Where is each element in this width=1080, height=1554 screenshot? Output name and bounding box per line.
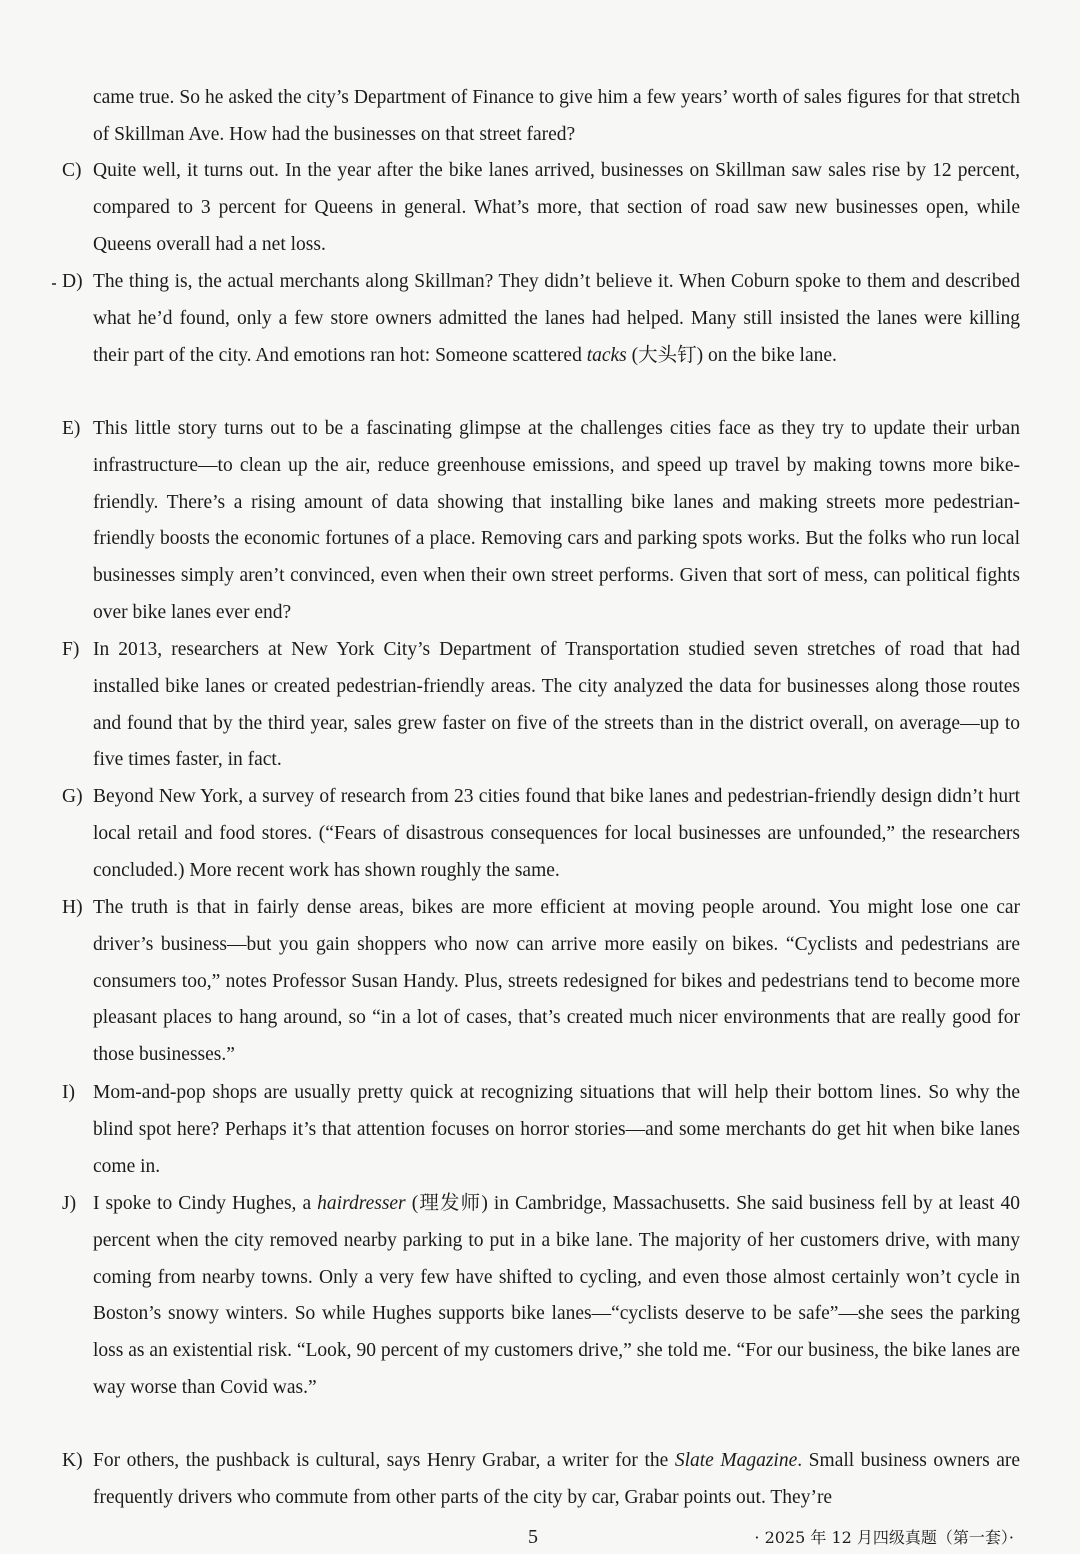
paragraph-letter: H) bbox=[62, 897, 83, 918]
exam-source-label: · 2025 年 12 月四级真题（第一套）· bbox=[754, 1528, 1014, 1547]
paragraph-text: For others, the pushback is cultural, says Henry Grabar, a writer for the Slate Magazine. Small business owners are frequently drivers who commute from other parts of the city by car, Grabar points out. They’re bbox=[93, 1450, 1021, 1508]
margin-mark bbox=[52, 283, 56, 285]
paragraph-e bbox=[62, 411, 1020, 632]
continued-paragraph: came true. So he asked the city’s Department of Finance to give him a few years’ worth of sales figures for that stretch of Skillman Ave. How had the businesses on that street fared? bbox=[93, 87, 1020, 145]
paragraph-h bbox=[62, 890, 1020, 1074]
paragraph-f bbox=[62, 632, 1020, 779]
paragraph-letter: D) bbox=[62, 271, 83, 292]
glossed-word: hairdresser bbox=[317, 1193, 406, 1214]
glossed-word: tacks bbox=[586, 344, 627, 366]
paragraph-j bbox=[62, 1186, 1020, 1407]
paragraph-text: Beyond New York, a survey of research from 23 cities found that bike lanes and pedestrian-friendly design didn’t hurt local retail and food stores. (“Fears of disastrous consequences for local businesses are unfounded,” the researchers concluded.) More recent work has shown roughly the same. bbox=[93, 786, 1020, 881]
paragraph-text: I spoke to Cindy Hughes, a hairdresser (理发师) in Cambridge, Massachusetts. She said business fell by at least 40 percent when the city removed nearby parking to put in a bike lane. The majority of her customers drive, with many coming from nearby towns. Only a very few have shifted to cycling, and even those almost certainly won’t cycle in Boston’s snowy winters. So while Hughes supports bike lanes—“cyclists deserve to be safe”—she sees the parking loss as an existential risk. “Look, 90 percent of my customers drive,” she told me. “For our business, the bike lanes are way worse than Covid was.” bbox=[93, 1193, 1020, 1398]
paragraph-c bbox=[62, 153, 1020, 263]
paragraph-text: In 2013, researchers at New York City’s Department of Transportation studied seven stretches of road that had installed bike lanes or created pedestrian-friendly areas. The city analyzed the data for businesses along those routes and found that by the third year, sales grew faster on five of the streets than in the district overall, on average—up to five times faster, in fact. bbox=[93, 639, 1020, 771]
paragraph-letter: J) bbox=[62, 1193, 77, 1214]
paragraph-letter: K) bbox=[62, 1450, 83, 1471]
paragraph-text: Mom-and-pop shops are usually pretty quick at recognizing situations that will help their bottom lines. So why the blind spot here? Perhaps it’s that attention focuses on horror stories—and some merchants do get hit when bike lanes come in. bbox=[93, 1082, 1020, 1177]
paragraph-letter: C) bbox=[62, 160, 82, 181]
paragraph-letter: E) bbox=[62, 418, 81, 439]
paragraph-i bbox=[62, 1075, 1020, 1185]
paragraph-g bbox=[62, 779, 1020, 889]
paragraph-letter: I) bbox=[62, 1082, 75, 1103]
paragraph-d bbox=[62, 264, 1020, 374]
magazine-title: Slate Magazine bbox=[674, 1450, 798, 1471]
paragraph-text: The thing is, the actual merchants along Skillman? They didn’t believe it. When Coburn spoke to them and described what he’d found, only a few store owners admitted the lanes had helped. Many still insisted the lanes were killing their part of the city. And emotions ran hot: Someone scattered tacks (大头钉) on the bike lane. bbox=[93, 271, 1020, 366]
paragraph-letter: G) bbox=[62, 786, 83, 807]
page-number: 5 bbox=[528, 1526, 538, 1548]
paragraph-letter: F) bbox=[62, 639, 80, 660]
paragraph-text: Quite well, it turns out. In the year after the bike lanes arrived, businesses on Skillman saw sales rise by 12 percent, compared to 3 percent for Queens in general. What’s more, that section of road saw new businesses open, while Queens overall had a net loss. bbox=[93, 160, 1020, 255]
paragraph-k bbox=[62, 1443, 1020, 1517]
paragraph-text: This little story turns out to be a fascinating glimpse at the challenges cities face as they try to update their urban infrastructure—to clean up the air, reduce greenhouse emissions, and speed up travel by making towns more bike-friendly. There’s a rising amount of data showing that installing bike lanes and making streets more pedestrian-friendly boosts the economic fortunes of a place. Removing cars and parking spots works. But the folks who run local businesses simply aren’t convinced, even when their own street performs. Given that sort of mess, can political fights over bike lanes ever end? bbox=[93, 418, 1020, 623]
paragraph-text: The truth is that in fairly dense areas, bikes are more efficient at moving people around. You might lose one car driver’s business—but you gain shoppers who now can arrive more easily on bikes. “Cyclists and pedestrians are consumers too,” notes Professor Susan Handy. Plus, streets redesigned for bikes and pedestrians tend to become more pleasant places to hang around, so “in a lot of cases, that’s created much nicer environments that are really good for those businesses.” bbox=[93, 897, 1020, 1066]
